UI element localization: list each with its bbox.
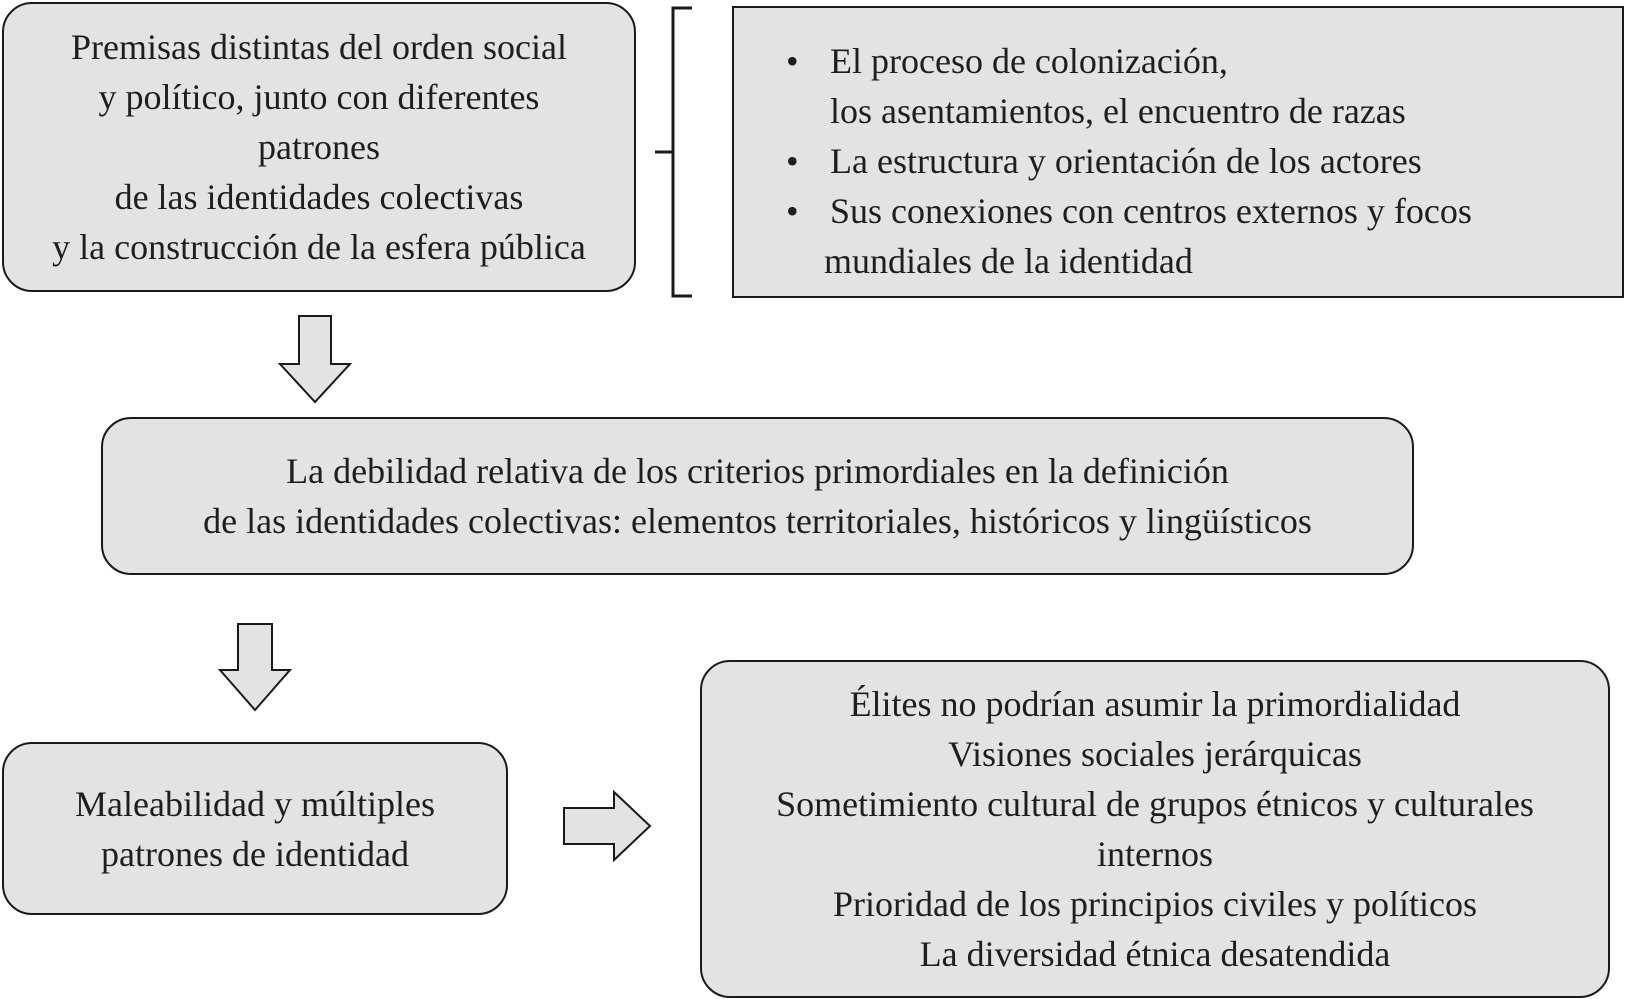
elites-box (700, 660, 1610, 998)
malleability-line-2: patrones de identidad (101, 833, 409, 874)
premises-line-4: de las identidades colectivas (114, 177, 524, 217)
premises-line-5: y la construcción de la esfera pública (52, 227, 586, 267)
premises-line-2: y político, junto con diferentes (98, 77, 540, 117)
weakness-line-2: de las identidades colectivas: elementos territoriales, históricos y lingüísticos (203, 501, 1312, 541)
factors-box (732, 6, 1624, 298)
bracket-connector (655, 8, 692, 296)
malleability-line-1: Maleabilidad y múltiples (75, 783, 435, 824)
elites-line-4: internos (1097, 834, 1213, 874)
premises-line-1: Premisas distintas del orden social (71, 27, 567, 67)
elites-line-5: Prioridad de los principios civiles y políticos (833, 884, 1477, 924)
factor-1-text: El proceso de colonización, (830, 41, 1228, 81)
down-arrow-2 (220, 624, 290, 710)
factor-3-continuation-text: mundiales de la identidad (824, 241, 1193, 281)
right-arrow (564, 792, 650, 860)
weakness-line-1: La debilidad relativa de los criterios primordiales en la definición (286, 451, 1229, 491)
factor-bullet-1-continuation (786, 86, 1406, 136)
bullet-dot-icon: • (786, 41, 799, 81)
factor-bullet-2 (786, 136, 1422, 186)
bullet-dot-icon: • (786, 191, 799, 231)
premises-line-3: patrones (258, 127, 380, 167)
factor-2-text: La estructura y orientación de los actores (830, 141, 1422, 181)
bullet-dot-icon: • (786, 141, 799, 181)
weakness-box (101, 417, 1414, 575)
factor-bullet-3-continuation (786, 236, 1193, 286)
elites-line-3: Sometimiento cultural de grupos étnicos y culturales (776, 784, 1534, 824)
elites-line-1: Élites no podrían asumir la primordialidad (849, 684, 1461, 724)
factor-bullet-3 (786, 186, 1472, 236)
factor-3-text: Sus conexiones con centros externos y focos (830, 191, 1472, 231)
elites-line-2: Visiones sociales jerárquicas (948, 734, 1362, 774)
premises-box (2, 2, 636, 292)
factor-bullet-1 (786, 36, 1228, 86)
elites-line-6: La diversidad étnica desatendida (919, 934, 1391, 974)
factor-1-continuation-text: los asentamientos, el encuentro de razas (830, 91, 1406, 131)
down-arrow-1 (280, 316, 350, 402)
malleability-box (2, 742, 508, 915)
